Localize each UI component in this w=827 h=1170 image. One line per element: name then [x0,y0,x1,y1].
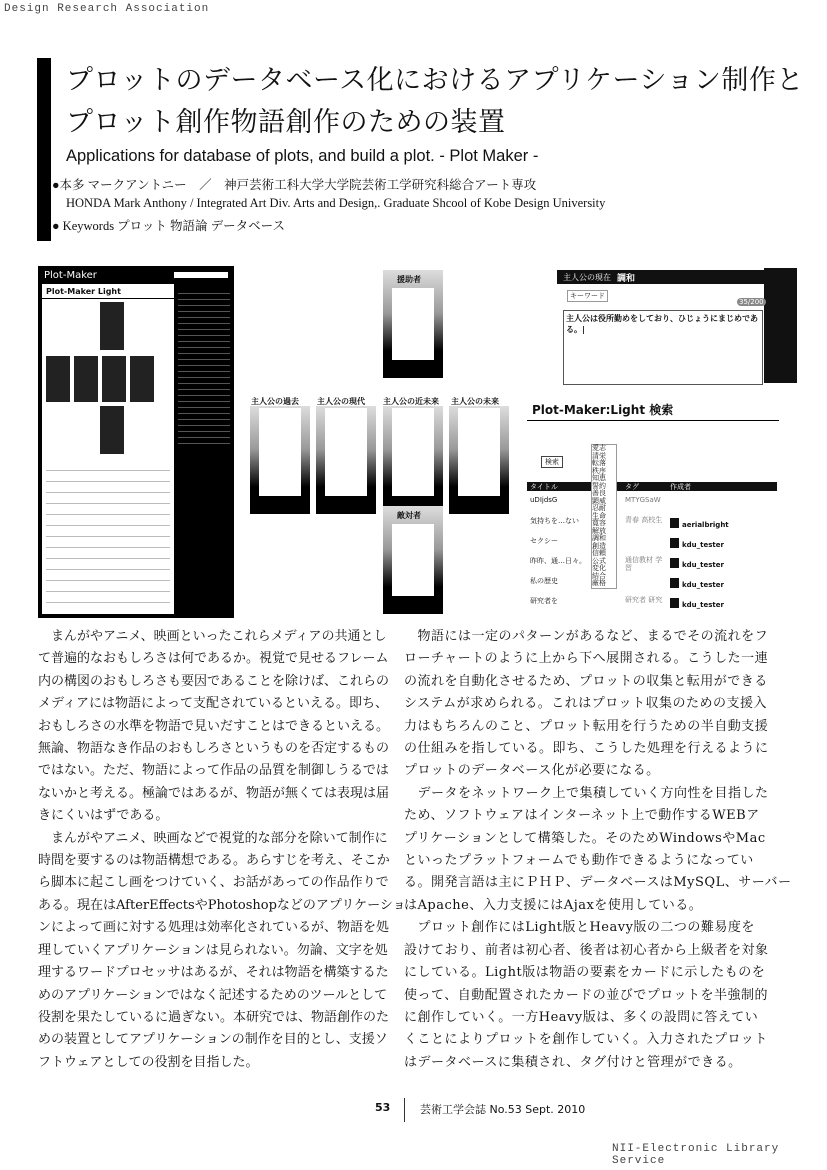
text-line: 力はもちろんのこと、プロット転用を行うための半自動支援 [404,718,769,734]
avatar [670,518,679,528]
card-thumb [130,356,154,402]
dropdown-option: 誓約 [592,481,606,490]
dropdown-option: 解放 [592,526,606,535]
nii-service: NII-Electronic Library Service [612,1143,780,1167]
text-line: システムが求められる。これはプロット収集のための支援入 [404,696,767,712]
dropdown-option: 変化 [592,564,606,572]
row-tags: MTYGSaW [625,496,661,504]
title-line-1: プロットのデータベース化におけるアプリケーション制作と [66,65,804,96]
text-line: 設けており、前者は初心者、後者は初心者から上級者を対象 [404,942,769,958]
dropdown-option: 顕威 [592,496,606,505]
dropdown-option: 愛志 [592,444,606,452]
text-line: にしている。Light版は物語の要素をカードに示したものを [404,965,766,981]
avatar [670,598,679,608]
card-helper [383,270,443,378]
col-title: タイトル [530,483,558,491]
text-line: の流れを自動化させるため、プロットの収集と転用ができる [404,673,768,689]
text-line: て普遍的なおもしろさは何であるか。視覚で見せるフレーム [38,651,389,667]
description-text [46,464,170,604]
card-label-helper: 援助者 [397,275,421,284]
col-author: 作成者 [670,483,691,491]
search-title: Plot-Maker:Light 検索 [532,403,674,417]
english-title: Applications for database of plots, and build a plot. - Plot Maker - [66,147,539,165]
text-line: 時間を要するのは物語構想である。あらすじを考え、そこか [38,853,390,869]
text-line: はデータベースに集積され、タグ付けと管理ができる。 [404,1054,742,1070]
sidebar-text [178,288,230,448]
text-line: プロット創作にはLight版とHeavy版の二つの難易度を [404,920,755,936]
row-title: 気持ちを…ない [530,517,579,525]
row-author: aerialbright [682,521,729,529]
text-line: 理していくアプリケーションは見られない。勿論、文字を処 [38,942,388,958]
char-count-badge: 35/200 [739,298,764,306]
dropdown-option: 公式 [592,556,606,565]
card-thumb [46,356,70,402]
text-line: ンによって画に対する処理は効率化されているが、物語を処 [38,920,390,936]
authors-en: HONDA Mark Anthony / Integrated Art Div. Arts and Design,. Graduate Shcool of Kobe Design University [66,196,606,210]
row-title: 私の歴史 [530,577,558,585]
dropdown-option: 生命 [592,511,606,520]
text-line: 無論、物語なき作品のおもしろさというものを否定するもの [38,741,390,757]
figure-plotmaker-screenshot [38,266,234,618]
current-value: 調和 [617,274,636,284]
row-tags: 研究者 研究 [625,596,663,604]
card-antagonist [383,506,443,614]
dropdown-option: 厳格 [592,579,606,587]
figure-card-layout [245,270,520,620]
text-line: プロットのデータベース化が必要になる。 [404,763,660,779]
page-number: 53 [375,1101,391,1114]
dropdown-option: 結合 [592,571,606,580]
text-line: 物語には一定のパターンがあるなど、まるでその流れをフ [404,629,769,644]
text-line: フトウェアとしての役割を目指した。 [38,1054,259,1070]
row-tags: 通信教材 学習 [625,556,663,572]
row-author: kdu_tester [682,561,724,569]
authors-jp: ●本多 マークアントニー ／ 神戸芸術工科大学大学院芸術工学研究科総合アート専攻 [52,178,537,192]
text-line: はApache、入力支援にはAjaxを使用している。 [404,897,703,913]
text-line: る。開発言語は主にＰＨＰ、データベースはMySQL、サーバー [404,875,792,891]
dropdown-option: 知恵 [592,474,606,482]
text-line: めの装置としてアプリケーションの制作を目的とし、支援ソ [38,1032,388,1048]
col-tags: タグ [625,483,639,491]
card-thumb [100,302,124,350]
row-title: 研究者を [530,597,558,605]
text-line: ではない。ただ、物語によって作品の品質を制御しうるでは [38,763,389,779]
dropdown-option: 善良 [592,489,606,497]
journal-info: 芸術工学会誌 No.53 Sept. 2010 [420,1103,586,1116]
text-line: ないかと考える。極論ではあるが、物語が無くては表現は届 [38,785,390,801]
body-left-column [38,626,406,1074]
society-header: Design Research Association [4,3,210,15]
dropdown-option: 寛容 [592,519,606,527]
text-line: おもしろさの水準を物語で見いだすことはできるといえる。 [38,718,390,734]
text-line: データをネットワーク上で集積していく方向性を目指した [404,785,769,801]
keyword-tab[interactable]: キーワード [567,290,608,302]
row-tags: 青春 高校生 [625,516,663,524]
dropdown-option: 転落 [592,459,606,467]
text-line: きにくいはずである。 [38,808,169,824]
card-label-past: 主人公の過去 [251,397,299,406]
avatar [670,558,679,568]
text-line: くことによりプロットを創作していく。入力されたプロット [404,1032,768,1048]
text-line: に創作していく。一方Heavy版は、多くの設問に答えてい [404,1009,759,1025]
row-author: kdu_tester [682,541,724,549]
avatar [670,578,679,588]
row-title: 昨昨、通…日々。 [530,557,586,565]
text-line: ある。現在はAfterEffectsやPhotoshopなどのアプリケーショ [38,897,406,913]
card-near-future [383,406,443,514]
text-line: の仕組みを指している。即ち、こうした処理を行えるように [404,741,769,757]
avatar [670,538,679,548]
dropdown-option: 調和 [592,534,606,542]
current-label: 主人公の現在 [563,273,611,282]
text-line: 使って、自動配置されたカードの並びでプロットを半強制的 [404,987,768,1003]
text-line: まんがやアニメ、映画といったこれらメディアの共通とし [38,629,387,644]
category-dropdown[interactable] [591,444,617,589]
card-label-present: 主人公の現代 [317,397,365,406]
card-label-near-future: 主人公の近未来 [383,397,439,406]
text-line: めのアプリケーションではなく記述するためのツールとして [38,987,388,1003]
text-line: メディアには物語によって支配されているといえる。即ち、 [38,696,388,712]
keywords: ● Keywords プロット 物語論 データベース [52,219,286,233]
text-line: 役割を果たしているに過ぎない。本研究では、物語創作のた [38,1009,390,1025]
row-title: uDIjdsG [530,496,558,504]
dropdown-option: 忍耐 [592,504,606,512]
row-title: セクシー [530,537,558,545]
main-panel [42,284,174,614]
plot-input[interactable] [563,310,763,385]
text-line: 理するワードプロセッサはあるが、それは物語を構築するた [38,965,389,981]
search-button[interactable]: 検索 [541,456,563,468]
card-present [316,406,376,514]
body-right-column [404,626,792,1074]
card-thumb [100,406,124,454]
panel-title: Plot-Maker Light [46,287,121,296]
text-line: ため、ソフトウェアはインターネット上で動作するWEBア [404,808,760,824]
card-future [449,406,509,514]
card-past [250,406,310,514]
card-thumb [74,356,98,402]
card-thumb [102,356,126,402]
text-line: ら脚本に起こし画をつけていく、お話があっての作品作りで [38,875,389,891]
text-line: 内の構図のおもしろさも要因であることを除けば、これらの [38,673,390,689]
figure-input-and-search [527,268,797,618]
dropdown-option: 秩序 [592,466,606,475]
text-line: といったプラットフォームでも動作できるようになってい [404,853,754,869]
plotmaker-logo: Plot-Maker [44,270,97,281]
title-accent-bar [37,58,51,241]
card-label-antagonist: 敵対者 [397,511,421,520]
row-author: kdu_tester [682,601,724,609]
plot-input-text: 主人公は役所勤めをしており、ひじょうにまじめである。| [566,314,758,334]
text-line: プリケーションとして構築した。そのためWindowsやMac [404,830,766,846]
text-line: ローチャートのように上から下へ展開される。こうした一連 [404,651,769,667]
row-author: kdu_tester [682,581,724,589]
card-label-future: 主人公の未来 [451,397,499,406]
search-box [174,272,228,278]
dropdown-option: 創造 [592,541,606,550]
title-line-2: プロット創作物語創作のための装置 [66,107,506,138]
dropdown-option: 信頼 [592,549,606,557]
text-line: まんがやアニメ、映画などで視覚的な部分を除いて制作に [38,830,388,846]
dropdown-option: 清栄 [592,451,606,460]
